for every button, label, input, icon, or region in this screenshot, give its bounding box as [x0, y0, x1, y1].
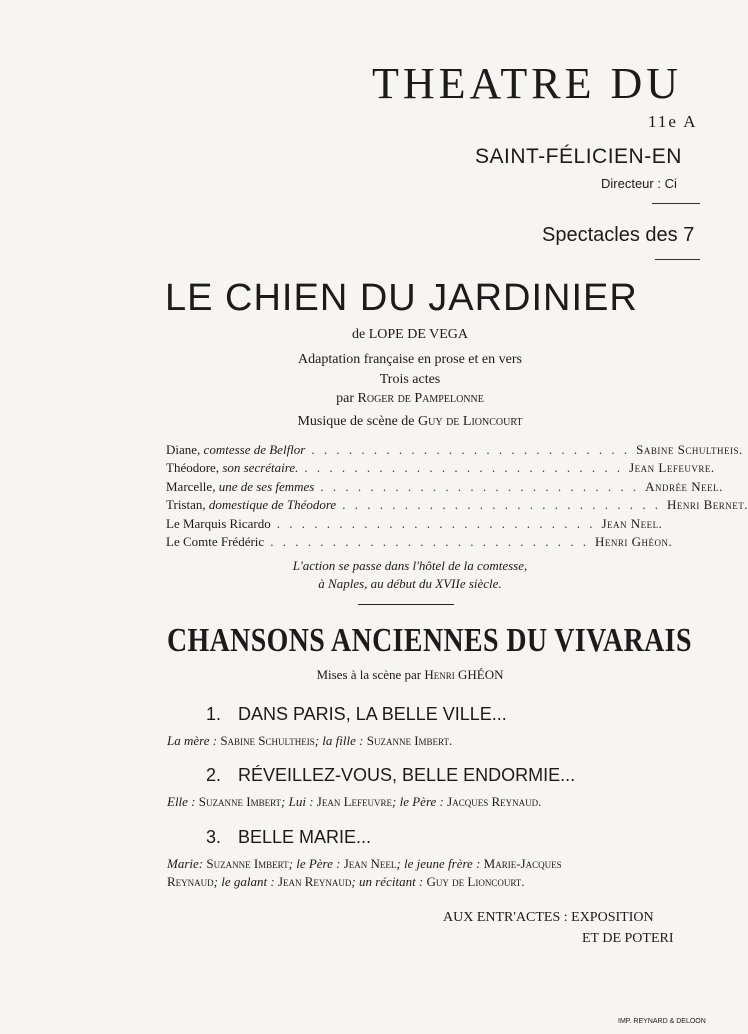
entractes-line-1: AUX ENTR'ACTES : EXPOSITION — [443, 910, 654, 925]
cast-row: Marcelle, une de ses femmes . . . . . . . . . . . . . . . . . . . . . . . . . . Andrée Neel. — [166, 478, 723, 494]
setting-line-1: L'action se passe dans l'hôtel de la comtesse, — [292, 558, 528, 573]
header-rule — [652, 203, 700, 204]
play-author: de LOPE DE VEGA — [351, 327, 468, 342]
music-line: Musique de scène de Guy de Lioncourt — [297, 414, 523, 429]
cast-list — [166, 441, 748, 551]
cast-row: Théodore, son secrétaire. . . . . . . . . . . . . . . . . . . . . . . . . . . Jean Lefeuvre. — [166, 460, 715, 476]
acts-line: Trois actes — [379, 372, 441, 387]
cast-row: Tristan, domestique de Théodore . . . . . . . . . . . . . . . . . . . . . . . . . . Henri Bernet. — [166, 497, 748, 513]
setting-line-2: à Naples, au début du XVIIe siècle. — [318, 576, 502, 591]
location-name: SAINT-FÉLICIEN-EN — [475, 145, 682, 168]
chansons-title: CHANSONS ANCIENNES DU VIVARAIS — [167, 622, 692, 659]
song-title: 1. DANS PARIS, LA BELLE VILLE... — [206, 704, 507, 724]
edition-number: 11e A — [648, 112, 698, 131]
adapter-line: par Roger de Pampelonne — [336, 391, 484, 406]
song-title: 2. RÉVEILLEZ-VOUS, BELLE ENDORMIE... — [206, 765, 576, 785]
director-line: Directeur : Ci — [601, 176, 677, 191]
entractes-line-2: ET DE POTERI — [582, 931, 674, 946]
song-cast: La mère : Sabine Schultheis; la fille : Suzanne Imbert. — [167, 733, 453, 748]
adaptation-line: Adaptation française en prose et en vers — [298, 352, 522, 367]
song-title: 3. BELLE MARIE... — [206, 827, 372, 847]
staging-line: Mises à la scène par Henri GHÉON — [316, 667, 504, 682]
cast-row: Diane, comtesse de Belflor . . . . . . . . . . . . . . . . . . . . . . . . . . Sabine Schultheis. — [166, 442, 743, 457]
header-rule-2 — [655, 259, 700, 260]
song-cast: Reynaud; le galant : Jean Reynaud; un récitant : Guy de Lioncourt. — [167, 874, 525, 889]
play-title: LE CHIEN DU JARDINIER — [165, 277, 638, 319]
song-cast: Marie: Suzanne Imbert; le Père : Jean Neel; le jeune frère : Marie-Jacques — [167, 856, 562, 871]
song-cast: Elle : Suzanne Imbert; Lui : Jean Lefeuvre; le Père : Jacques Reynaud. — [167, 794, 542, 809]
section-divider — [358, 604, 454, 605]
cast-row: Le Marquis Ricardo . . . . . . . . . . . . . . . . . . . . . . . . . . Jean Neel. — [166, 515, 663, 531]
spectacles-line: Spectacles des 7 — [542, 224, 695, 246]
theatre-name: THEATRE DU — [372, 59, 683, 108]
printer-credit: IMP. REYNARD & DELOON — [618, 1018, 706, 1025]
cast-row: Le Comte Frédéric . . . . . . . . . . . . . . . . . . . . . . . . . . Henri Ghéon. — [166, 533, 673, 549]
